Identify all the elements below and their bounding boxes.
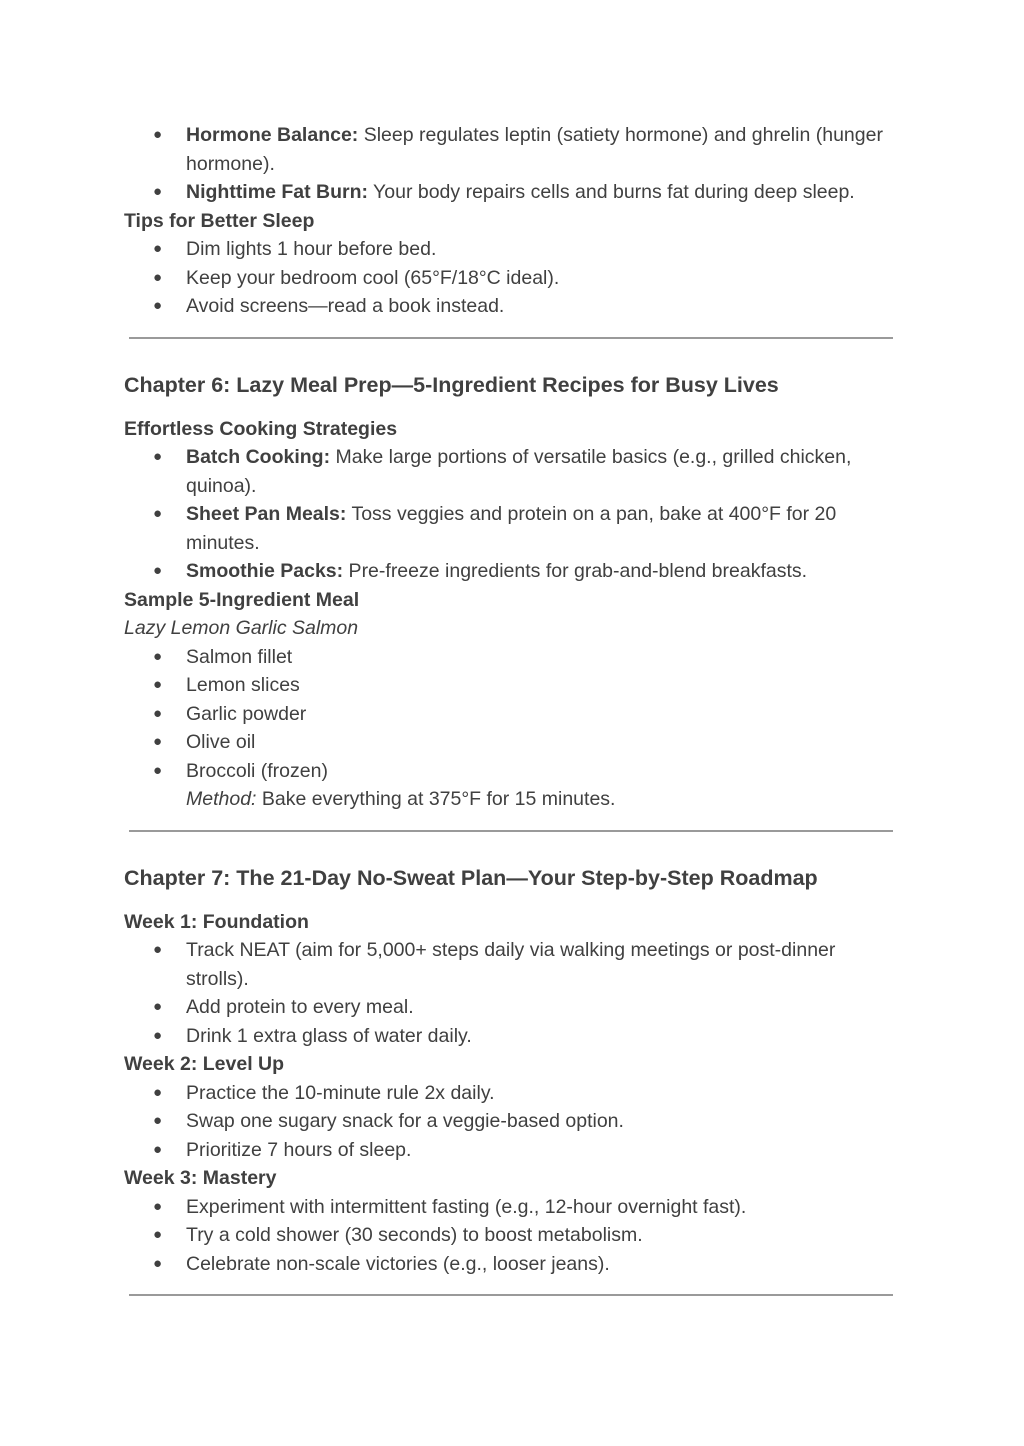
bullet-icon: ● (153, 1083, 163, 1101)
list-item: ● Keep your bedroom cool (65°F/18°C ideal). (124, 264, 894, 293)
list-item: ● Nighttime Fat Burn: Your body repairs cells and burns fat during deep sleep. (124, 178, 894, 207)
recipe-method: Method: Bake everything at 375°F for 15 minutes. (186, 788, 616, 810)
sleep-tips-list (124, 235, 894, 321)
list-item: ● Celebrate non-scale victories (e.g., looser jeans). (124, 1250, 894, 1279)
list-item: ● Garlic powder (124, 700, 894, 729)
bullet-icon: ● (153, 647, 163, 665)
bullet-icon: ● (153, 240, 163, 257)
sleep-benefits-list (124, 121, 894, 207)
bullet-icon: ● (153, 448, 163, 465)
bullet-icon: ● (153, 297, 163, 314)
bullet-icon: ● (153, 1026, 163, 1044)
list-item: ● Drink 1 extra glass of water daily. (124, 1022, 894, 1051)
section-divider (129, 830, 893, 832)
sample-meal-heading: Sample 5-Ingredient Meal (124, 588, 360, 611)
week-1-list (124, 936, 894, 1050)
tips-heading: Tips for Better Sleep (124, 209, 315, 232)
bullet-icon: ● (153, 1112, 163, 1129)
strategies-heading: Effortless Cooking Strategies (124, 417, 398, 440)
section-divider (129, 1294, 893, 1296)
list-item: ● Add protein to every meal. (124, 993, 894, 1022)
bullet-icon: ● (153, 733, 163, 750)
bullet-icon: ● (153, 268, 163, 286)
bullet-icon: ● (153, 704, 163, 722)
bullet-icon: ● (153, 562, 163, 579)
document-page (124, 121, 894, 1296)
list-item: ● Try a cold shower (30 seconds) to boost metabolism. (124, 1221, 894, 1250)
list-item: ● Broccoli (frozen) (124, 757, 894, 786)
week-1-heading: Week 1: Foundation (124, 910, 309, 933)
list-item: ● Hormone Balance: Sleep regulates leptin (satiety hormone) and ghrelin (hunger hormone). (124, 121, 894, 178)
bullet-icon: ● (153, 126, 163, 143)
bullet-icon: ● (153, 1197, 163, 1215)
bullet-icon: ● (153, 1226, 163, 1243)
chapter-6-title: Chapter 6: Lazy Meal Prep—5-Ingredient Recipes for Busy Lives (124, 372, 779, 397)
week-2-list (124, 1079, 894, 1165)
list-item: ● Swap one sugary snack for a veggie-based option. (124, 1107, 894, 1136)
bullet-icon: ● (153, 676, 163, 693)
bullet-icon: ● (153, 1140, 163, 1158)
section-divider (129, 337, 893, 339)
week-3-list (124, 1193, 894, 1279)
list-item: ● Lemon slices (124, 671, 894, 700)
bullet-icon: ● (153, 1254, 163, 1272)
list-item: ● Olive oil (124, 728, 894, 757)
list-item: ● Track NEAT (aim for 5,000+ steps daily via walking meetings or post-dinner strolls). (124, 936, 894, 993)
week-3-heading: Week 3: Mastery (124, 1167, 277, 1189)
list-item: ● Smoothie Packs: Pre-freeze ingredients for grab-and-blend breakfasts. (124, 557, 894, 586)
week-2-heading: Week 2: Level Up (124, 1053, 285, 1075)
strategies-list (124, 443, 894, 586)
ingredients-list (124, 643, 894, 786)
list-item: ● Practice the 10-minute rule 2x daily. (124, 1079, 894, 1108)
bullet-icon: ● (153, 941, 163, 958)
bullet-icon: ● (153, 505, 163, 522)
list-item: ● Salmon fillet (124, 643, 894, 672)
list-item: ● Sheet Pan Meals: Toss veggies and protein on a pan, bake at 400°F for 20 minutes. (124, 500, 894, 557)
list-item: ● Experiment with intermittent fasting (e.g., 12-hour overnight fast). (124, 1193, 894, 1222)
chapter-7-title: Chapter 7: The 21-Day No-Sweat Plan—Your Step-by-Step Roadmap (124, 865, 818, 890)
list-item: ● Batch Cooking: Make large portions of versatile basics (e.g., grilled chicken, quinoa). (124, 443, 894, 500)
bullet-icon: ● (153, 761, 163, 779)
bullet-icon: ● (153, 998, 163, 1015)
bullet-icon: ● (153, 183, 163, 200)
recipe-name: Lazy Lemon Garlic Salmon (124, 617, 359, 639)
list-item: ● Avoid screens—read a book instead. (124, 292, 894, 321)
list-item: ● Dim lights 1 hour before bed. (124, 235, 894, 264)
list-item: ● Prioritize 7 hours of sleep. (124, 1136, 894, 1165)
